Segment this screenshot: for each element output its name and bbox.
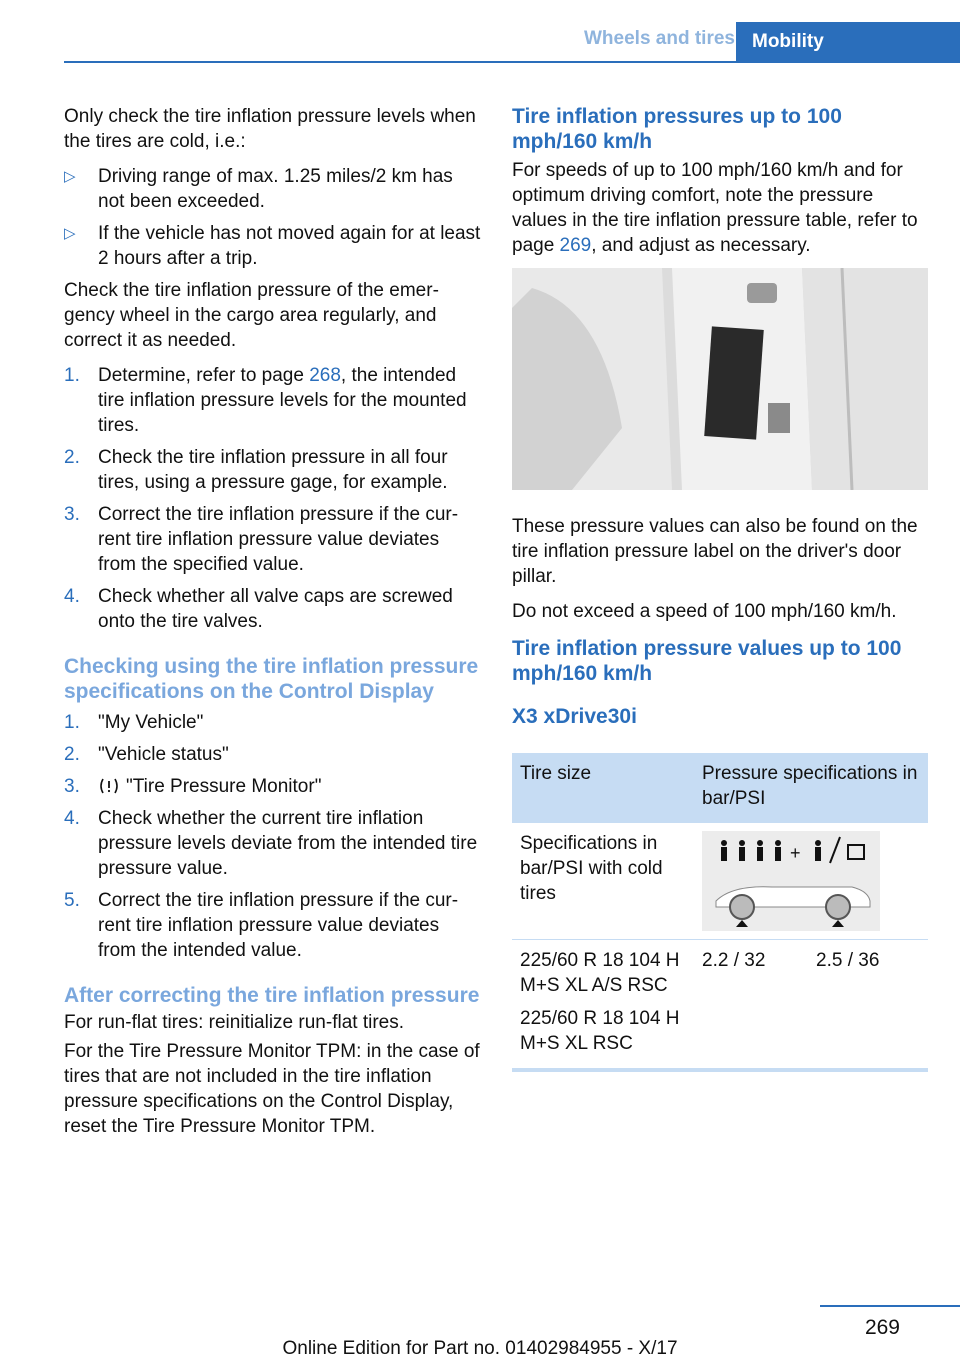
step-text: "Vehicle status" [98,744,229,765]
column-header: Pressure specifications in bar/PSI [694,753,928,823]
table-cell: 2.2 / 32 [694,940,808,1071]
step-text: Correct the tire inflation pressure if the cur‐rent tire inflation pressure value deviates from the intended value. [98,890,459,961]
table-cell: 225/60 R 18 104 H M+S XL A/S RSC 225/60 R 18 104 H M+S XL RSC [512,940,694,1071]
bullet-text: If the vehicle has not moved again for at least 2 hours after a trip. [98,223,481,269]
model-heading: X3 xDrive30i [512,705,637,728]
column-header: Tire size [512,753,694,823]
list-item: 2. "Vehicle status" [64,744,229,765]
right-column [512,104,928,1072]
svg-text:+: + [790,843,801,863]
list-item: 2. Check the tire inflation pressure in all four tires, using a pressure gage, for example. [64,445,482,495]
table-cell: Specifications in bar/PSI with cold tires [512,823,694,940]
step-text: Correct the tire inflation pressure if the cur‐rent tire inflation pressure value deviates from the specified value. [98,504,459,575]
footer-rule [820,1305,960,1307]
body-text: Do not exceed a speed of 100 mph/160 km/h. [512,601,897,622]
section-title: Wheels and tires [584,28,735,49]
step-text: Check the tire inflation pressure in all four tires, using a pressure gage, for example. [98,447,448,493]
table-header-row [512,753,928,823]
step-text: "Tire Pressure Monitor" [98,774,321,799]
body-text: These pressure values can also be found on the tire inflation pressure label on the driver's door pillar. [512,516,918,587]
list-item: 1. Determine, refer to page 268, the intended tire inflation pressure levels for the mounted tires. [64,363,482,438]
body-text: For the Tire Pressure Monitor TPM: in the case of tires that are not included in the tire inflation pressure specifications on the Control Display, reset the Tire Pressure Monitor TPM. [64,1041,480,1137]
header-rule [64,61,960,63]
triangle-bullet-icon: ▷ [64,225,76,242]
step-text: Check whether all valve caps are screwed onto the tire valves. [98,586,453,632]
page-link[interactable]: 268 [309,365,341,386]
chapter-tab: Mobility [736,22,960,62]
emergency-wheel-text: Check the tire inflation pressure of the emer‐gency wheel in the cargo area regularly, and correct it as needed. [64,280,439,351]
list-item: 5. Correct the tire inflation pressure if the cur‐rent tire inflation pressure value deviates from the intended value. [64,888,482,963]
page-number: 269 [864,1316,900,1339]
body-text: For speeds of up to 100 mph/160 km/h and for optimum driving comfort, note the pressure values in the tire inflation pressure table, refer to page 269, and adjust as necessary. [512,160,918,256]
list-item: 3. Correct the tire inflation pressure if the cur‐rent tire inflation pressure value deviates from the specified value. [64,502,482,577]
load-condition-icon [702,831,880,931]
bullet-text: Driving range of max. 1.25 miles/2 km has not been exceeded. [98,166,453,212]
pressure-table [512,753,928,1072]
left-column [64,104,482,1149]
tire-warning-icon [98,777,120,795]
list-item: 1. "My Vehicle" [64,712,204,733]
list-item [64,221,482,271]
section-heading: Tire inflation pressure values up to 100 mph/160 km/h [512,637,902,685]
step-text: Check whether the current tire inflation pressure levels deviate from the intended tire pressure value. [98,808,478,879]
list-item [64,164,482,214]
section-heading: After correcting the tire inflation pressure [64,984,480,1007]
edition-note: Online Edition for Part no. 01402984955 - X/17 [282,1338,678,1359]
door-pillar-photo [512,268,928,490]
table-row [512,823,928,940]
step-text: "My Vehicle" [98,712,204,733]
body-text: For run-flat tires: reinitialize run-flat tires. [64,1012,404,1033]
list-item: 4. Check whether the current tire inflation pressure levels deviate from the intended tire pressure value. [64,806,482,881]
section-heading: Tire inflation pressures up to 100 mph/160 km/h [512,105,842,153]
table-row [512,940,928,1071]
table-cell: 2.5 / 36 [808,940,928,1071]
step-text: Determine, refer to page 268, the intended tire inflation pressure levels for the mounted tires. [98,365,467,436]
list-item: 3. "Tire Pressure Monitor" [64,776,322,797]
triangle-bullet-icon: ▷ [64,168,76,185]
page-link[interactable]: 269 [559,235,592,256]
section-heading: Checking using the tire inflation pressure specifications on the Control Display [64,655,479,703]
intro-text: Only check the tire inflation pressure levels when the tires are cold, i.e.: [64,106,476,152]
list-item: 4. Check whether all valve caps are screwed onto the tire valves. [64,584,482,634]
